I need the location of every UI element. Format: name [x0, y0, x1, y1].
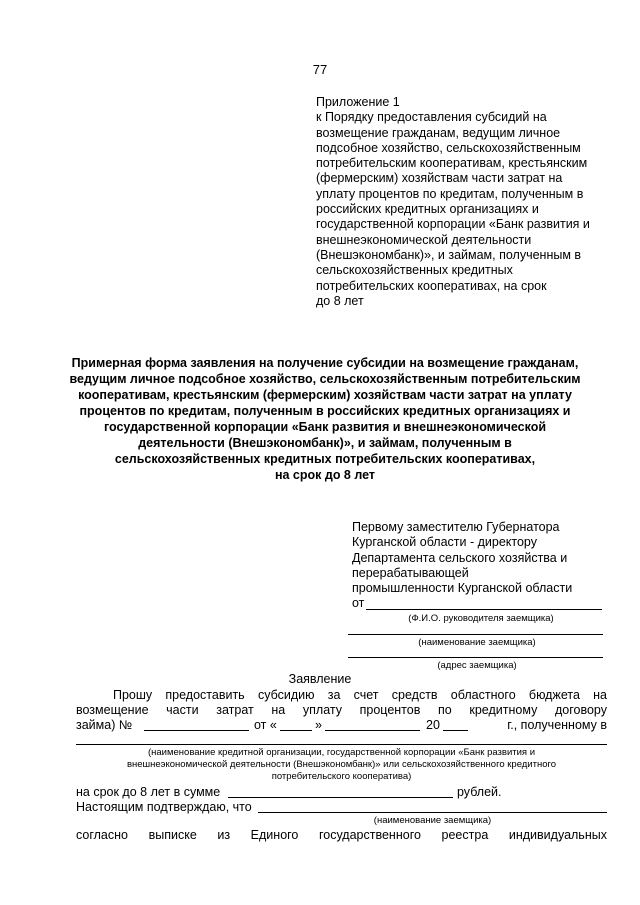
from-fill-line[interactable] [366, 609, 602, 610]
word: выписке [148, 828, 197, 842]
caption-lender [76, 747, 607, 783]
word: Прошу [113, 688, 153, 702]
word: реестра [441, 828, 489, 842]
addressee-line: Департамента сельского хозяйства и [352, 550, 568, 565]
from-label: от [352, 596, 365, 611]
appendix-line: потребительских кооперативах, на срок [316, 278, 547, 293]
addressee-block [352, 520, 607, 612]
appendix-line: потребительским кооперативам, крестьянским [316, 156, 588, 171]
word: затрат [216, 703, 254, 717]
word: на [593, 688, 607, 702]
loan-number-label: займа) № [76, 718, 133, 732]
word: договору [554, 703, 607, 717]
addressee-line: Курганской области - директору [352, 535, 537, 550]
word: счет [353, 688, 379, 702]
appendix-line: (фермерским) хозяйствам части затрат на [316, 171, 563, 186]
appendix-line: к Порядку предоставления субсидий на [316, 110, 547, 125]
year-line[interactable] [443, 730, 468, 731]
word: кредитному [469, 703, 538, 717]
word: областного [450, 688, 516, 702]
confirm-borrower-line[interactable] [258, 812, 607, 813]
sum-line[interactable] [228, 797, 453, 798]
borrower-address-line[interactable] [348, 657, 603, 658]
form-title-line: деятельности (Внешэкономбанк)», и займам, полученным в [138, 436, 512, 450]
year-prefix: 20 [426, 718, 440, 732]
statement-line-1 [113, 688, 607, 704]
appendix-block [316, 95, 606, 309]
form-title-line: кооперативам, крестьянским (фермерским) хозяйствам части затрат на уплату [78, 388, 572, 402]
statement-heading: Заявление [288, 672, 352, 686]
addressee-line: перерабатывающей [352, 565, 469, 580]
statement-last-line [76, 828, 607, 844]
caption-lender-line: потребительского кооператива) [271, 771, 412, 782]
word: части [166, 703, 199, 717]
confirm-label: Настоящим подтверждаю, что [76, 800, 252, 814]
from-row [352, 596, 607, 611]
appendix-line: сельскохозяйственных кредитных [316, 263, 513, 278]
form-title-line: Примерная форма заявления на получение субсидии на возмещение гражданам, [71, 356, 579, 370]
lender-name-line[interactable] [76, 744, 607, 745]
word: средств [391, 688, 438, 702]
received-text: г., полученному в [507, 718, 607, 732]
word: из [217, 828, 231, 842]
word: Единого [250, 828, 299, 842]
caption-confirm: (наименование заемщика) [373, 815, 492, 826]
word: по [438, 703, 452, 717]
appendix-line: внешнеэкономической деятельности [316, 232, 532, 247]
addressee-line: промышленности Курганской области [352, 581, 573, 596]
word: на [271, 703, 286, 717]
appendix-line: до 8 лет [316, 293, 364, 308]
word: государственного [318, 828, 421, 842]
appendix-title: Приложение 1 [316, 95, 400, 109]
caption-borrower-address: (адрес заемщика) [437, 660, 517, 671]
caption-lender-line: внешнеэкономической деятельности (Внешэкономбанк)» или сельскохозяйственного кредитного [126, 759, 557, 770]
word: предоставить [165, 688, 245, 702]
appendix-line: подсобное хозяйство, сельскохозяйственным [316, 140, 581, 155]
word: согласно [76, 828, 128, 842]
word: уплату [302, 703, 342, 717]
appendix-line: государственной корпорации «Банк развития и [316, 217, 590, 232]
caption-borrower-name: (наименование заемщика) [418, 637, 536, 648]
word: процентов [359, 703, 421, 717]
form-title [60, 355, 590, 483]
appendix-line: российских кредитных организациях и [316, 202, 539, 217]
word: субсидию [257, 688, 315, 702]
word: бюджета [528, 688, 580, 702]
statement-line-2 [76, 703, 607, 719]
borrower-name-line[interactable] [348, 634, 603, 635]
sum-label: на срок до 8 лет в сумме [76, 785, 221, 799]
date-from-label: от « [254, 718, 277, 732]
form-title-line: государственной корпорации «Банк развития и внешнеэкономической [103, 420, 547, 434]
form-title-line: на срок до 8 лет [274, 468, 376, 482]
month-line[interactable] [325, 730, 420, 731]
caption-fio: (Ф.И.О. руководителя заемщика) [408, 613, 554, 624]
word: за [327, 688, 341, 702]
date-quote: » [315, 718, 322, 732]
appendix-line: (Внешэкономбанк)», и займам, полученным в [316, 247, 582, 262]
form-title-line: ведущим личное подсобное хозяйство, сельскохозяйственным потребительским [69, 372, 581, 386]
day-line[interactable] [280, 730, 312, 731]
caption-lender-line: (наименование кредитной организации, государственной корпорации «Банк развития и [147, 747, 536, 758]
appendix-line: возмещение гражданам, ведущим личное [316, 125, 561, 140]
form-title-line: сельскохозяйственных кредитных потребительских кооперативах, [114, 452, 536, 466]
addressee-line: Первому заместителю Губернатора [352, 520, 560, 534]
word: индивидуальных [508, 828, 607, 842]
form-title-line: процентов по кредитам, полученным в российских кредитных организациях и [79, 404, 571, 418]
sum-currency: рублей. [457, 785, 502, 799]
appendix-line: уплату процентов по кредитам, полученным в [316, 186, 584, 201]
page-number: 77 [312, 62, 328, 77]
word: возмещение [76, 703, 149, 717]
loan-number-line[interactable] [144, 730, 249, 731]
